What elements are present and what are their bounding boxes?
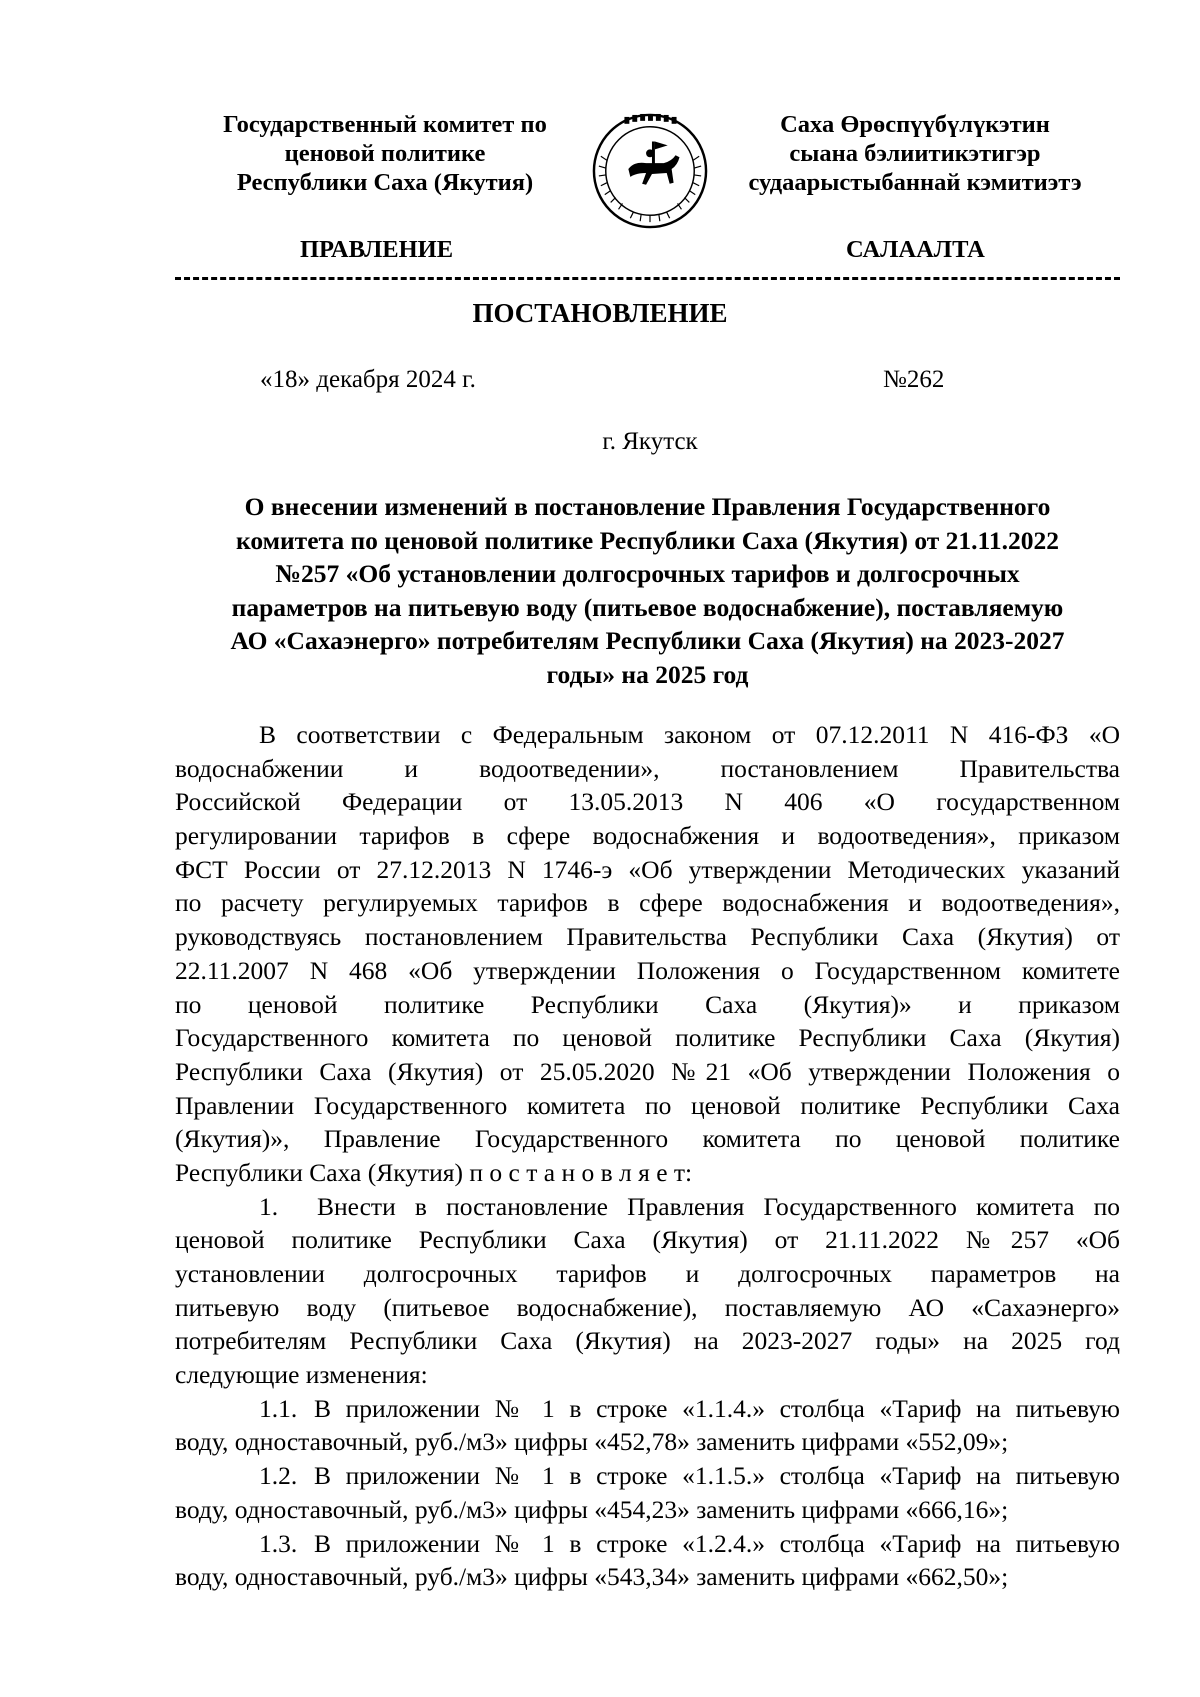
preamble-line: по расчету регулируемых тарифов в сфере водоснабжения и водоотведения», xyxy=(175,888,1120,918)
dashed-divider xyxy=(175,277,1120,280)
item-1-line: следующие изменения: xyxy=(175,1360,428,1390)
preamble-line: 22.11.2007 N 468 «Об утверждении Положения о Государственном комитете xyxy=(175,955,1120,985)
subitem-text: В приложении № 1 в строке «1.1.4.» столбца «Тариф на питьевую xyxy=(314,1393,1120,1423)
coat-of-arms-icon xyxy=(591,112,709,230)
subitem-line: воду, одноставочный, руб./м3» цифры «454,23» заменить цифрами «666,16»; xyxy=(175,1494,1009,1524)
preamble-line: Республики Саха (Якутия) п о с т а н о в л я е т: xyxy=(175,1157,693,1187)
item-1-line: установлении долгосрочных тарифов и долгосрочных параметров на xyxy=(175,1259,1120,1288)
item-1 xyxy=(175,1190,1120,1224)
header-right-line: Саха Өрөспүүбүлүкэтин xyxy=(780,111,1050,138)
header-right-line: сыана бэлиитикэтигэр xyxy=(789,140,1041,167)
header-right-subtitle: САЛААЛТА xyxy=(846,236,985,263)
preamble-line: по ценовой политике Республики Саха (Якутия)» и приказом xyxy=(175,989,1120,1019)
preamble-line: ФСТ России от 27.12.2013 N 1746-э «Об утверждении Методических указаний xyxy=(175,854,1120,884)
preamble-line: Российской Федерации от 13.05.2013 N 406 «О государственном xyxy=(175,787,1120,817)
subitem-text: В приложении № 1 в строке «1.2.4.» столбца «Тариф на питьевую xyxy=(314,1528,1120,1558)
title-line: годы» на 2025 год xyxy=(546,659,749,689)
document-type: ПОСТАНОВЛЕНИЕ xyxy=(472,298,728,328)
item-1-line: питьевую воду (питьевое водоснабжение), поставляемую АО «Сахаэнерго» xyxy=(175,1292,1120,1322)
document-body xyxy=(175,718,1120,1594)
title-line: АО «Сахаэнерго» потребителям Республики Саха (Якутия) на 2023-2027 xyxy=(230,626,1065,655)
header-left-subtitle: ПРАВЛЕНИЕ xyxy=(300,236,454,263)
preamble-line: Республики Саха (Якутия) от 25.05.2020 №21 «Об утверждении Положения о xyxy=(175,1056,1120,1086)
document-city: г. Якутск xyxy=(602,428,698,455)
title-line: параметров на питьевую воду (питьевое водоснабжение), поставляемую xyxy=(231,592,1064,622)
document-number: №262 xyxy=(883,366,945,393)
subitem-number: 1.3. xyxy=(259,1528,298,1558)
subitem-1-1 xyxy=(175,1392,1120,1426)
item-1-line: ценовой политике Республики Саха (Якутия) от 21.11.2022 №257 «Об xyxy=(175,1225,1120,1255)
subitem-text: В приложении № 1 в строке «1.1.5.» столбца «Тариф на питьевую xyxy=(314,1461,1120,1491)
item-1-line: потребителям Республики Саха (Якутия) на 2023-2027 годы» на 2025 год xyxy=(175,1326,1120,1356)
header-left-line: ценовой политике xyxy=(284,140,486,167)
preamble-line: (Якутия)», Правление Государственного комитета по ценовой политике xyxy=(175,1124,1120,1154)
subitem-number: 1.2. xyxy=(259,1461,298,1491)
document-title xyxy=(175,490,1120,691)
preamble-line: В соответствии с Федеральным законом от 07.12.2011 N 416-ФЗ «О xyxy=(259,720,1120,749)
title-line: комитета по ценовой политике Республики Саха (Якутия) от 21.11.2022 xyxy=(235,525,1059,555)
header-right-line: судаарыстыбаннай кэмитиэтэ xyxy=(748,169,1082,196)
title-line: №257 «Об установлении долгосрочных тарифов и долгосрочных xyxy=(275,559,1020,588)
header-left-line: Государственный комитет по xyxy=(223,111,547,138)
title-line: О внесении изменений в постановление Правления Государственного xyxy=(244,492,1051,521)
subitem-line: воду, одноставочный, руб./м3» цифры «452,78» заменить цифрами «552,09»; xyxy=(175,1427,1009,1457)
preamble-line: регулировании тарифов в сфере водоснабжения и водоотведения», приказом xyxy=(175,821,1120,851)
subitem-1-3 xyxy=(175,1527,1120,1561)
preamble-line: Государственного комитета по ценовой политике Республики Саха (Якутия) xyxy=(175,1023,1120,1053)
preamble-line: руководствуясь постановлением Правительства Республики Саха (Якутия) от xyxy=(175,922,1120,952)
document-date: «18» декабря 2024 г. xyxy=(260,366,476,393)
subitem-line: воду, одноставочный, руб./м3» цифры «543,34» заменить цифрами «662,50»; xyxy=(175,1562,1009,1592)
item-text: Внести в постановление Правления Государственного комитета по xyxy=(317,1191,1120,1221)
subitem-number: 1.1. xyxy=(259,1393,298,1423)
header-right-sakha xyxy=(725,110,1105,197)
subitem-1-2 xyxy=(175,1459,1120,1493)
item-number: 1. xyxy=(259,1191,279,1221)
preamble-line: водоснабжении и водоотведении», постановлением Правительства xyxy=(175,753,1120,783)
preamble-line: Правлении Государственного комитета по ценовой политике Республики Саха xyxy=(175,1090,1120,1120)
header-left-ru xyxy=(195,110,575,197)
header-left-line: Республики Саха (Якутия) xyxy=(236,169,534,196)
